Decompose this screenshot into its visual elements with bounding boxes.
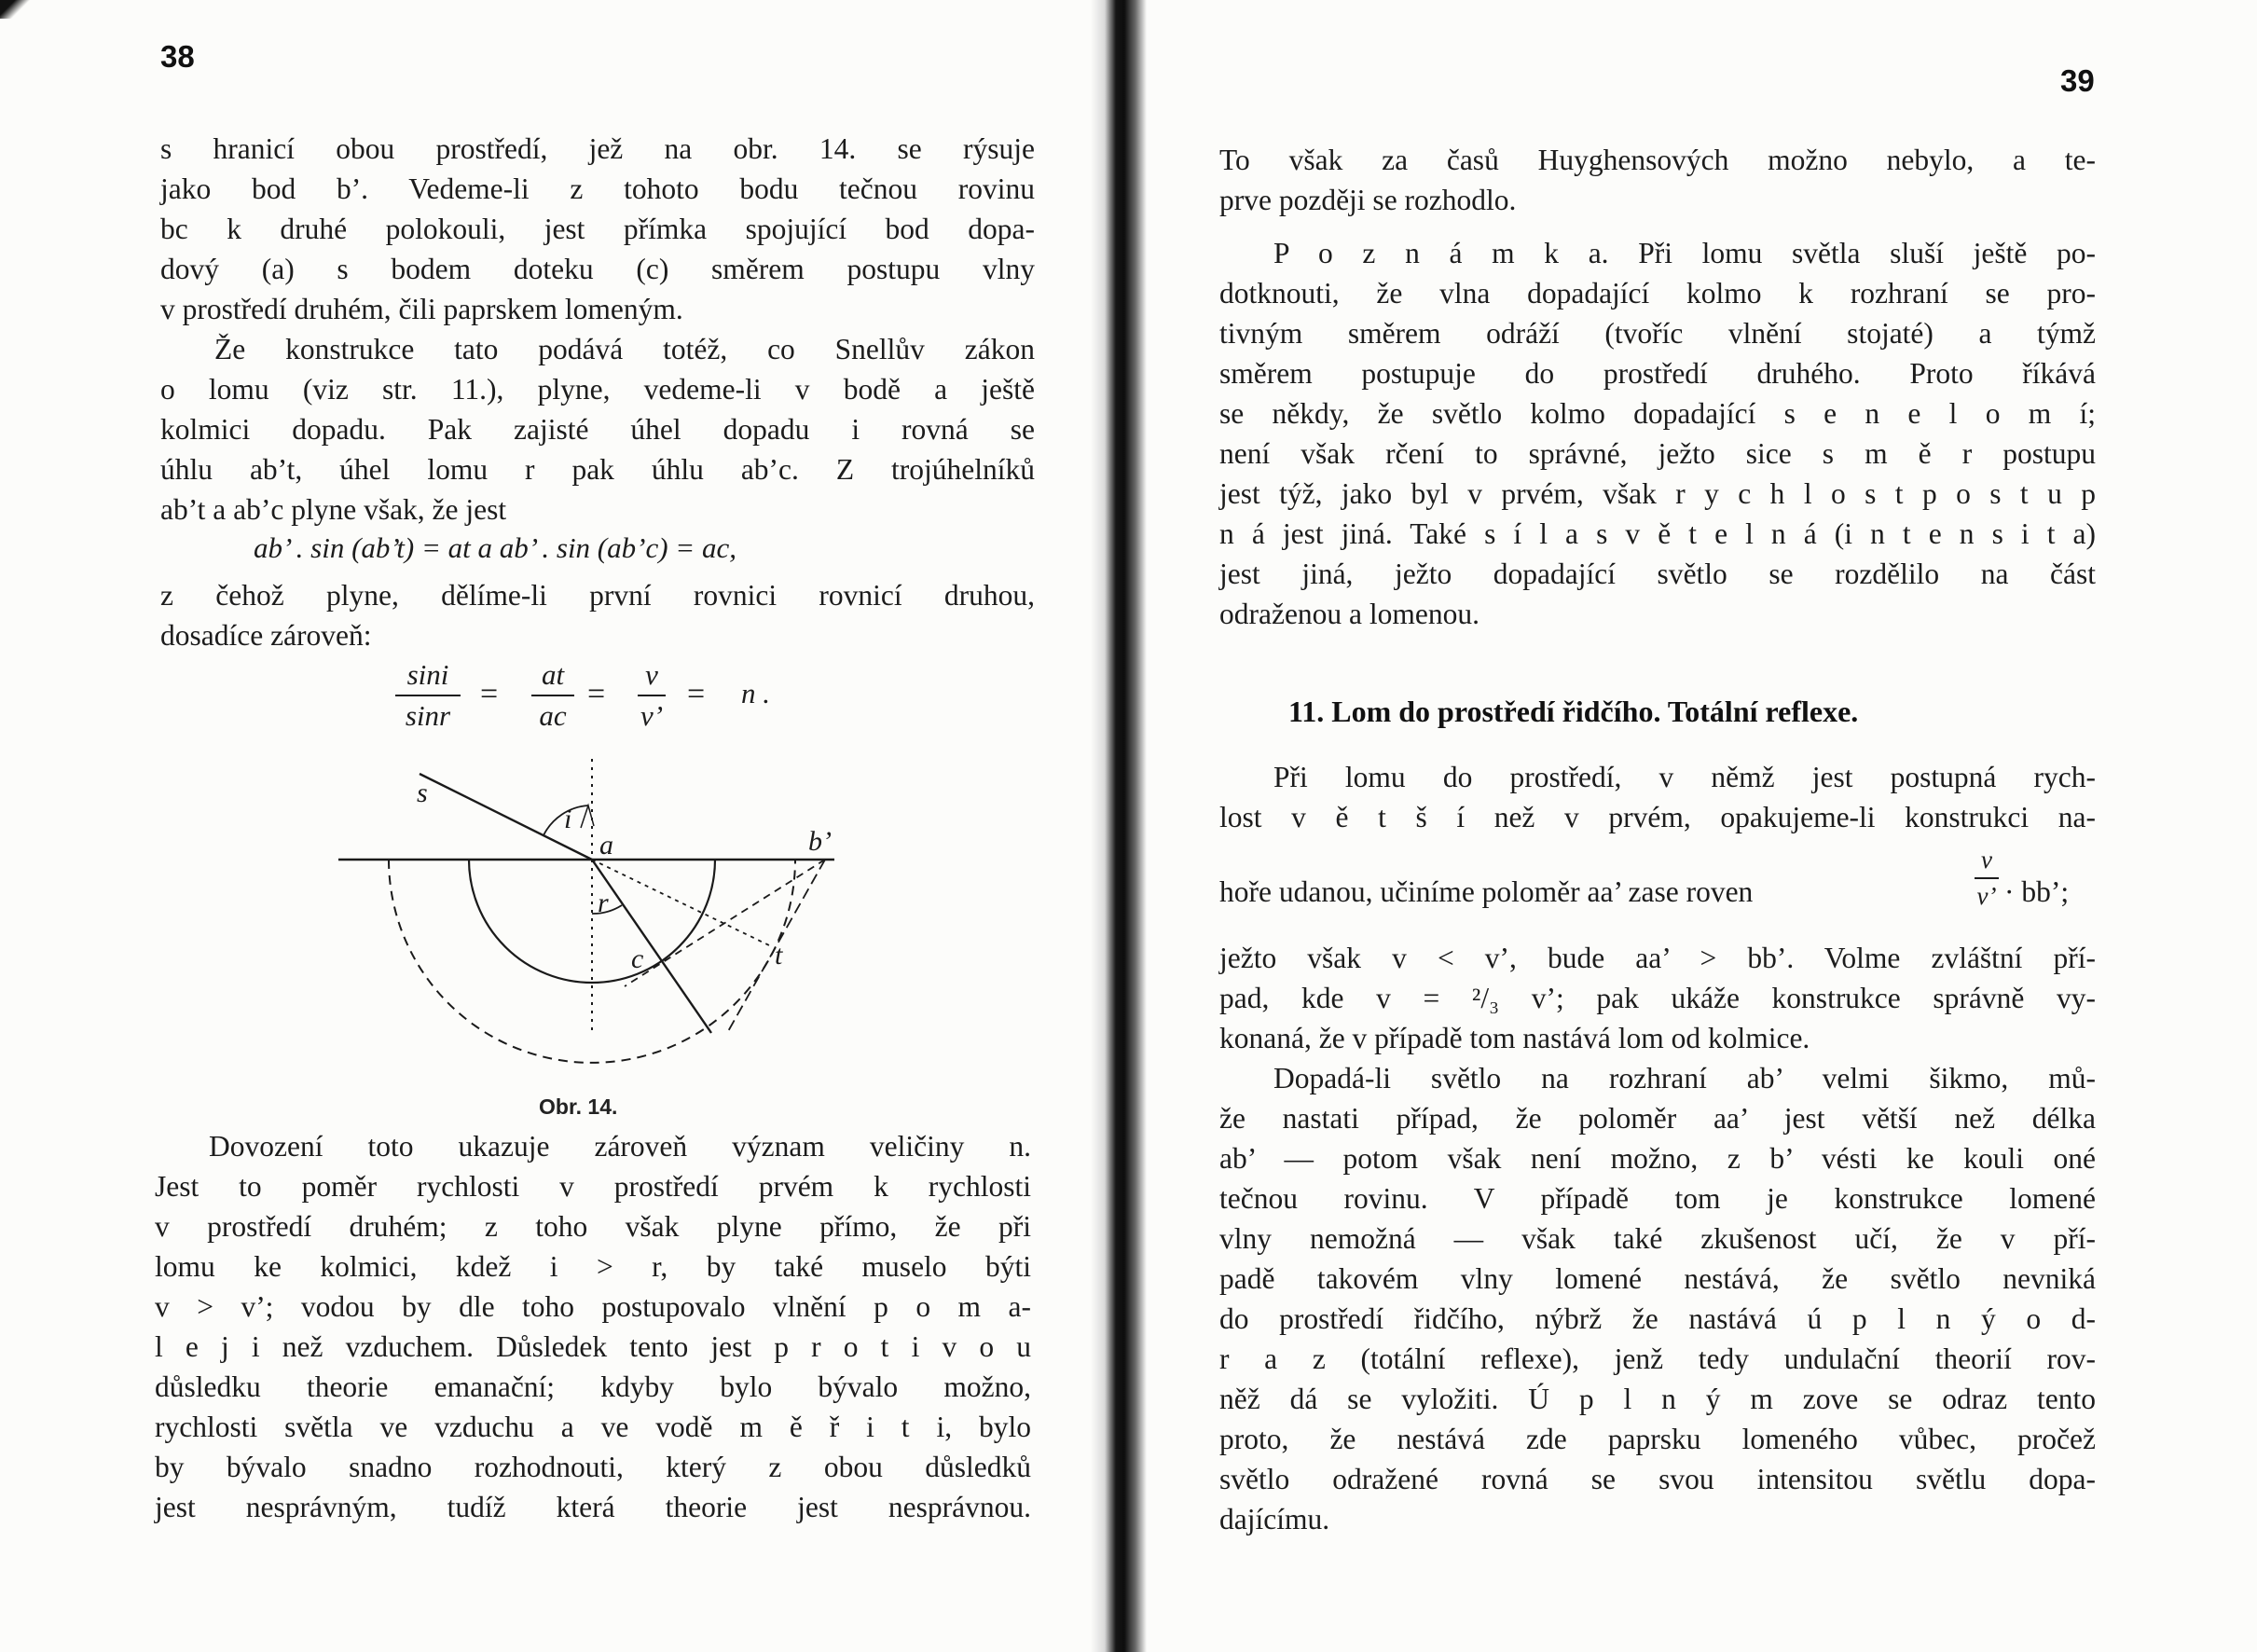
text-line: důsledku theorie emanační; kdyby bylo bývalo možno, <box>155 1370 1031 1403</box>
text-line: proto, že nestává zde paprsku lomeného vůbec, pročež <box>1219 1423 2096 1455</box>
equals-sign: = <box>587 677 606 711</box>
equals-sign: = <box>480 677 499 711</box>
text-line: lomu ke kolmici, kdež i > r, by také muselo býti <box>155 1250 1031 1283</box>
text-line: dotknouti, že vlna dopadající kolmo k rozhraní se pro- <box>1219 277 2096 310</box>
text-line: jest týž, jako byl v prvém, však r y c h l o s t p o s t u p <box>1219 477 2096 510</box>
text-line: že nastati případ, že poloměr aa’ jest větší než délka <box>1219 1102 2096 1135</box>
text-line: bc k druhé polokouli, jest přímka spojující bod dopa- <box>160 213 1035 245</box>
text-line: dosadíce zároveň: <box>160 619 372 652</box>
paragraph-rarer-medium <box>1219 757 2096 837</box>
text-line: světlo odražené rovná se svou intensitou světlu dopa- <box>1219 1463 2096 1495</box>
page-number-left: 38 <box>160 39 195 74</box>
label-c: c <box>631 943 644 974</box>
text-line: lost v ě t š í než v prvém, opakujeme-li konstrukci na- <box>1219 801 2096 833</box>
text-line: odraženou a lomenou. <box>1219 598 1480 630</box>
scan-corner-mark <box>0 0 32 19</box>
text-line: ab’t a ab’c plyne však, že jest <box>160 493 507 526</box>
fraction-sine: sini sinr <box>395 658 461 733</box>
text-line: r a z (totální reflexe), jenž tedy undulační theorií rov- <box>1219 1342 2096 1375</box>
text-line: To však za časů Huyghensových možno nebylo, a te- <box>1219 144 2096 176</box>
paragraph-snell <box>160 329 1035 530</box>
refraction-diagram <box>331 753 844 1070</box>
text-line: Jest to poměr rychlosti v prostředí prvém k rychlosti <box>155 1170 1031 1203</box>
paragraph-construction <box>160 129 1035 329</box>
text-line: není však rčení to správné, ježto sice s m ě r postupu <box>1219 437 2096 470</box>
text-line: z čehož plyne, dělíme-li první rovnici rovnicí druhou, <box>160 579 1035 612</box>
text-line: v > v’; vodou by dle toho postupovalo vlnění p o m a- <box>155 1290 1031 1323</box>
text-line: prve později se rozhodlo. <box>1219 184 1517 216</box>
fraction-velocity-ratio: v v’ <box>1975 846 1999 911</box>
formula-result-n: n . <box>741 677 770 709</box>
text-line: jako bod b’. Vedeme-li z tohoto bodu tečnou rovinu <box>160 172 1035 205</box>
ray-to-tangent <box>592 860 769 945</box>
book-gutter <box>1091 0 1147 1652</box>
label-r: r <box>598 888 609 918</box>
text-line: l e j i než vzduchem. Důsledek tento jest p r o t i v o u <box>155 1330 1031 1363</box>
fraction-suffix: · bb’; <box>2004 875 2070 908</box>
paragraph-note <box>1219 233 2096 634</box>
paragraph-special-case <box>1219 938 2096 1058</box>
paragraph-total-reflection <box>1219 1058 2096 1539</box>
label-t: t <box>775 940 783 971</box>
text-line: konaná, že v případě tom nastává lom od kolmice. <box>1219 1022 1810 1054</box>
text-line: by bývalo snadno rozhodnouti, který z obou důsledků <box>155 1451 1031 1483</box>
text-line: v prostředí druhém, čili paprskem lomeným. <box>160 293 683 325</box>
text-line: do prostředí řidčího, nýbrž že nastává ú p l n ý o d- <box>1219 1302 2096 1335</box>
text-line: dový (a) s bodem doteku (c) směrem postupu vlny <box>160 253 1035 285</box>
label-s: s <box>417 778 428 808</box>
text-line: směrem postupuje do prostředí druhého. Proto říkává <box>1219 357 2096 390</box>
text-line: ježto však v < v’, bude aa’ > bb’. Volme zvláštní pří- <box>1219 942 2096 974</box>
paragraph-meaning-n <box>155 1126 1031 1527</box>
text-line: jest jiná, ježto dopadající světlo se rozdělilo na část <box>1219 558 2096 590</box>
text-line: rychlosti světla ve vzduchu a ve vodě m ě ř i t i, bylo <box>155 1411 1031 1443</box>
text-line: něž dá se vyložiti. Ú p l n ý m zove se odraz tento <box>1219 1383 2096 1415</box>
text-line: vlny nemožná — však také zkušenost učí, že v pří- <box>1219 1222 2096 1255</box>
text-line: Dovození toto ukazuje zároveň význam veličiny n. <box>209 1130 1031 1163</box>
text-line: ab’ — potom však není možno, z b’ vésti ke kouli oné <box>1219 1142 2096 1175</box>
left-page <box>0 0 1105 1652</box>
section-heading: 11. Lom do prostředí řidčího. Totální reflexe. <box>1288 695 1859 728</box>
equals-sign: = <box>687 677 706 711</box>
figure-caption: Obr. 14. <box>539 1094 618 1119</box>
text-line: pad, kde v = ²/₃ v’; pak ukáže konstrukce správně vy- <box>1219 982 2096 1014</box>
label-a: a <box>599 830 613 860</box>
text-line: Dopadá-li světlo na rozhraní ab’ velmi šikmo, mů- <box>1273 1062 2096 1094</box>
text-line: v prostředí druhém; z toho však plyne přímo, že při <box>155 1210 1031 1243</box>
text-line: n á jest jiná. Také s í l a s v ě t e l n á (i n t e n s i t a) <box>1219 517 2096 550</box>
fraction-velocities: v v’ <box>638 658 666 733</box>
fraction-segments: at ac <box>531 658 574 733</box>
text-line: P o z n á m k a. Při lomu světla sluší ještě po- <box>1273 237 2096 269</box>
paragraph-huyghens <box>1219 140 2096 220</box>
paragraph-division <box>160 575 1035 655</box>
text-line: Že konstrukce tato podává totéž, co Snellův zákon <box>214 333 1035 365</box>
text-line: jest nesprávným, tudíž která theorie jest nesprávnou. <box>155 1491 1031 1523</box>
arrow-head <box>581 805 594 828</box>
text-line: Při lomu do prostředí, v němž jest postupná rych- <box>1273 761 2096 793</box>
text-line: tečnou rovinu. V případě tom je konstrukce lomené <box>1219 1182 2096 1215</box>
text-line: kolmici dopadu. Pak zajisté úhel dopadu i rovná se <box>160 413 1035 446</box>
text-line: o lomu (viz str. 11.), plyne, vedeme-li v bodě a ještě <box>160 373 1035 406</box>
text-line-with-fraction: hoře udanou, učiníme poloměr aa’ zase roven <box>1219 875 1754 908</box>
page-number-right: 39 <box>2060 63 2095 98</box>
text-line: padě takovém vlny lomené nestává, že světlo nevniká <box>1219 1262 2096 1295</box>
text-line: s hranicí obou prostředí, jež na obr. 14. se rýsuje <box>160 132 1035 165</box>
label-b: b’ <box>808 826 832 857</box>
label-i: i <box>564 804 572 834</box>
text-line: dajícímu. <box>1219 1503 1330 1535</box>
formula-sine-relation: ab’ . sin (ab’t) = at a ab’ . sin (ab’c) = ac, <box>254 531 736 564</box>
right-page <box>1147 0 2257 1652</box>
text-line: tivným směrem odráží (tvoříc vlnění stojaté) a týmž <box>1219 317 2096 350</box>
refracted-ray <box>592 860 711 1033</box>
text-line: se někdy, že světlo kolmo dopadající s e n e l o m í; <box>1219 397 2096 430</box>
text-line: úhlu ab’t, úhel lomu r pak úhlu ab’c. Z trojúhelníků <box>160 453 1035 486</box>
